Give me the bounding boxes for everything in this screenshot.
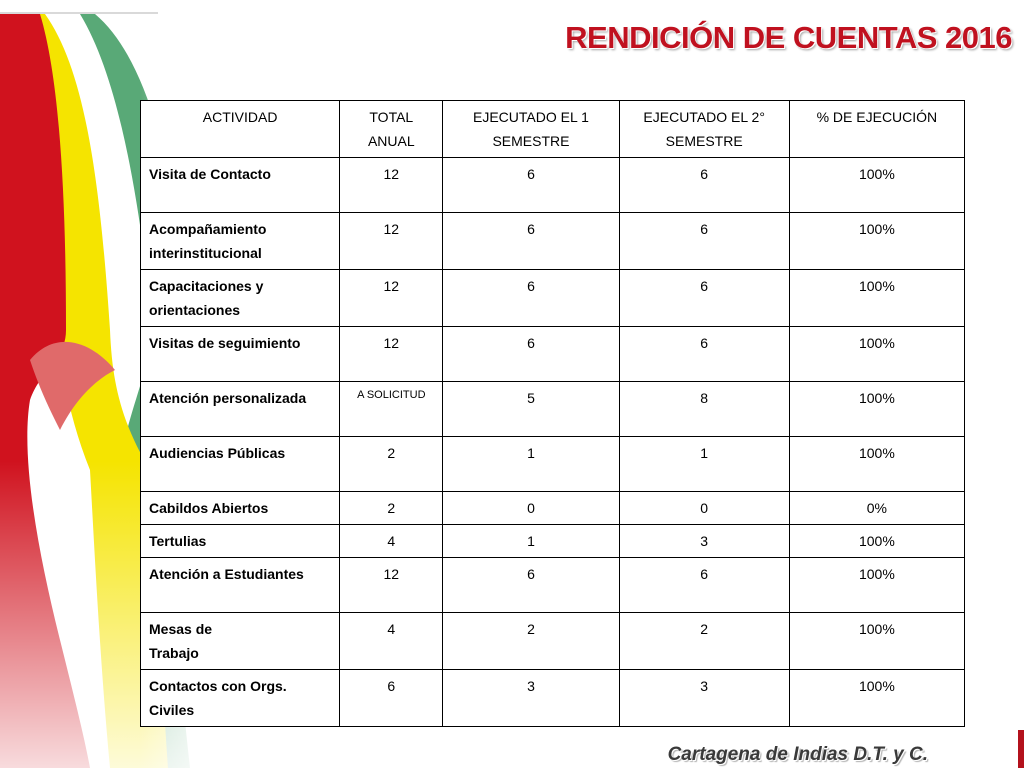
cell-actividad (141, 158, 340, 213)
cell-ejecutado-2: 0 (619, 492, 789, 525)
cell-porcentaje: 100% (789, 213, 964, 270)
cell-text-line: Trabajo (149, 645, 199, 661)
cell-text-line: Visitas de seguimiento (149, 335, 301, 351)
cell-text-line: Capacitaciones y (149, 278, 264, 294)
cell-ejecutado-1: 2 (443, 613, 619, 670)
table-row (141, 158, 965, 213)
table-body (141, 158, 965, 727)
cell-ejecutado-1: 6 (443, 213, 619, 270)
header-porcentaje-ejecucion (789, 101, 964, 158)
cell-actividad (141, 327, 340, 382)
cell-porcentaje: 100% (789, 270, 964, 327)
cell-ejecutado-2: 8 (619, 382, 789, 437)
cell-ejecutado-1: 0 (443, 492, 619, 525)
cell-text-line: orientaciones (149, 302, 241, 318)
table-header-row (141, 101, 965, 158)
cell-actividad (141, 613, 340, 670)
cell-total-anual: 4 (340, 613, 443, 670)
cell-porcentaje: 100% (789, 525, 964, 558)
cell-porcentaje: 100% (789, 670, 964, 727)
cell-total-anual: 4 (340, 525, 443, 558)
cell-porcentaje: 100% (789, 558, 964, 613)
table-row (141, 213, 965, 270)
cell-text-line: Atención a Estudiantes (149, 566, 304, 582)
cell-total-anual: 12 (340, 213, 443, 270)
cell-porcentaje: 100% (789, 437, 964, 492)
cell-actividad (141, 437, 340, 492)
cell-ejecutado-1: 6 (443, 558, 619, 613)
cell-text-line: Tertulias (149, 533, 207, 549)
cell-porcentaje: 100% (789, 158, 964, 213)
cell-total-anual: 2 (340, 437, 443, 492)
cell-text-line: interinstitucional (149, 245, 262, 261)
table-row (141, 437, 965, 492)
table-row (141, 327, 965, 382)
header-actividad (141, 101, 340, 158)
cell-ejecutado-1: 6 (443, 270, 619, 327)
cell-text-line: Contactos con Orgs. (149, 678, 287, 694)
cell-actividad (141, 213, 340, 270)
cell-ejecutado-2: 2 (619, 613, 789, 670)
cell-text-line: Visita de Contacto (149, 166, 271, 182)
cell-ejecutado-2: 6 (619, 558, 789, 613)
cell-actividad (141, 525, 340, 558)
cell-actividad (141, 558, 340, 613)
cell-text-line: SEMESTRE (665, 133, 743, 149)
table-row (141, 525, 965, 558)
header-total-anual (340, 101, 443, 158)
cell-total-anual: 12 (340, 558, 443, 613)
cell-text-line: SEMESTRE (492, 133, 570, 149)
cell-text-line: ACTIVIDAD (202, 109, 278, 125)
cell-text-line: % DE EJECUCIÓN (816, 109, 938, 125)
cell-text-line: EJECUTADO EL 1 (473, 109, 589, 125)
header-ejecutado-2-semestre (619, 101, 789, 158)
cell-text-line: Atención personalizada (149, 390, 307, 406)
cell-porcentaje: 0% (789, 492, 964, 525)
cell-text-line: TOTAL (369, 109, 414, 125)
cell-ejecutado-1: 1 (443, 525, 619, 558)
table-row (141, 382, 965, 437)
cell-ejecutado-1: 6 (443, 327, 619, 382)
cell-text-line: Cabildos Abiertos (149, 500, 269, 516)
cell-ejecutado-2: 1 (619, 437, 789, 492)
footer-city-label: Cartagena de Indias D.T. y C. (667, 744, 928, 765)
cell-text-line: ANUAL (367, 133, 415, 149)
cell-total-anual: A SOLICITUD (340, 382, 443, 437)
cell-ejecutado-1: 3 (443, 670, 619, 727)
table-row (141, 270, 965, 327)
cell-total-anual: 12 (340, 158, 443, 213)
table-row (141, 613, 965, 670)
table-row (141, 670, 965, 727)
cell-total-anual: 12 (340, 270, 443, 327)
cell-ejecutado-1: 1 (443, 437, 619, 492)
cell-text-line: Mesas de (149, 621, 213, 637)
cell-total-anual: 12 (340, 327, 443, 382)
cell-text-line: Civiles (149, 702, 195, 718)
cell-text-line: Acompañamiento (149, 221, 267, 237)
activities-table (140, 100, 965, 727)
cell-ejecutado-1: 5 (443, 382, 619, 437)
cell-actividad (141, 382, 340, 437)
cell-ejecutado-2: 3 (619, 525, 789, 558)
corner-accent (1018, 730, 1024, 768)
cell-actividad (141, 270, 340, 327)
cell-total-anual: 2 (340, 492, 443, 525)
cell-actividad (141, 670, 340, 727)
cell-porcentaje: 100% (789, 382, 964, 437)
cell-total-anual: 6 (340, 670, 443, 727)
cell-ejecutado-2: 6 (619, 158, 789, 213)
cell-ejecutado-2: 6 (619, 213, 789, 270)
table-row (141, 492, 965, 525)
cell-ejecutado-1: 6 (443, 158, 619, 213)
cell-actividad (141, 492, 340, 525)
table-row (141, 558, 965, 613)
top-rule (0, 12, 158, 14)
cell-porcentaje: 100% (789, 613, 964, 670)
slide-title: RENDICIÓN DE CUENTAS 2016 (565, 20, 1012, 55)
cell-ejecutado-2: 6 (619, 327, 789, 382)
cell-text-line: EJECUTADO EL 2° (643, 109, 765, 125)
cell-ejecutado-2: 6 (619, 270, 789, 327)
cell-text-line: Audiencias Públicas (149, 445, 286, 461)
header-ejecutado-1-semestre (443, 101, 619, 158)
cell-porcentaje: 100% (789, 327, 964, 382)
cell-ejecutado-2: 3 (619, 670, 789, 727)
